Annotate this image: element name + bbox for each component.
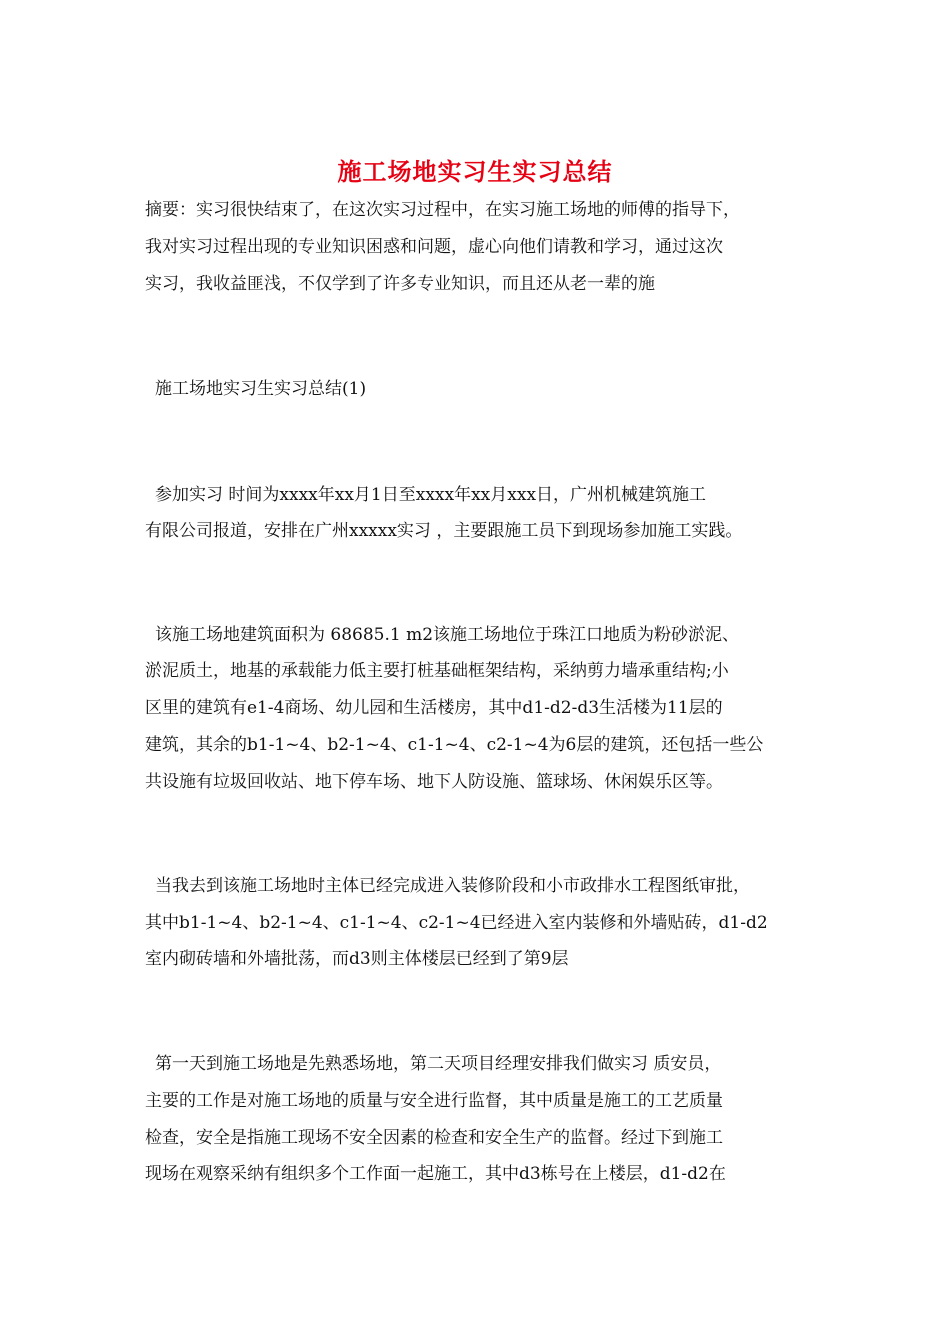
paragraph-line: 有限公司报道，安排在广州xxxxx实习 ，主要跟施工员下到现场参加施工实践。 bbox=[145, 521, 743, 541]
abstract-line: 摘要：实习很快结束了，在这次实习过程中，在实习施工场地的师傅的指导下， bbox=[145, 200, 740, 220]
abstract-line: 实习，我收益匪浅，不仅学到了许多专业知识，而且还从老一辈的施 bbox=[145, 274, 655, 294]
paragraph-line: 主要的工作是对施工场地的质量与安全进行监督，其中质量是施工的工艺质量 bbox=[145, 1091, 723, 1111]
paragraph-line: 共设施有垃圾回收站、地下停车场、地下人防设施、篮球场、休闲娱乐区等。 bbox=[145, 772, 723, 792]
paragraph-line: 第一天到施工场地是先熟悉场地，第二天项目经理安排我们做实习 质安员， bbox=[155, 1054, 722, 1074]
paragraph-line: 检查，安全是指施工现场不安全因素的检查和安全生产的监督。经过下到施工 bbox=[145, 1128, 723, 1148]
paragraph-line: 建筑，其余的b1-1~4、b2-1~4、c1-1~4、c2-1~4为6层的建筑，还包括一些公 bbox=[145, 735, 764, 755]
paragraph-line: 区里的建筑有e1-4商场、幼儿园和生活楼房，其中d1-d2-d3生活楼为11层的 bbox=[145, 698, 723, 718]
paragraph-line: 淤泥质土，地基的承载能力低主要打桩基础框架结构，采纳剪力墙承重结构;小 bbox=[145, 661, 729, 681]
abstract-line: 我对实习过程出现的专业知识困惑和问题，虚心向他们请教和学习，通过这次 bbox=[145, 237, 723, 257]
paragraph-line: 室内砌砖墙和外墙批荡，而d3则主体楼层已经到了第9层 bbox=[145, 949, 569, 969]
paragraph-line: 参加实习 时间为xxxx年xx月1日至xxxx年xx月xxx日，广州机械建筑施工 bbox=[155, 485, 707, 505]
paragraph-line: 当我去到该施工场地时主体已经完成进入装修阶段和小市政排水工程图纸审批， bbox=[155, 876, 750, 896]
paragraph-line: 其中b1-1~4、b2-1~4、c1-1~4、c2-1~4已经进入室内装修和外墙贴砖，d1-d2 bbox=[145, 913, 768, 933]
paragraph-line: 该施工场地建筑面积为 68685.1 m2该施工场地位于珠江口地质为粉砂淤泥、 bbox=[155, 625, 740, 645]
section-heading: 施工场地实习生实习总结(1) bbox=[155, 379, 367, 399]
paragraph-line: 现场在观察采纳有组织多个工作面一起施工，其中d3栋号在上楼层，d1-d2在 bbox=[145, 1164, 726, 1184]
document-title: 施工场地实习生实习总结 bbox=[337, 157, 613, 186]
